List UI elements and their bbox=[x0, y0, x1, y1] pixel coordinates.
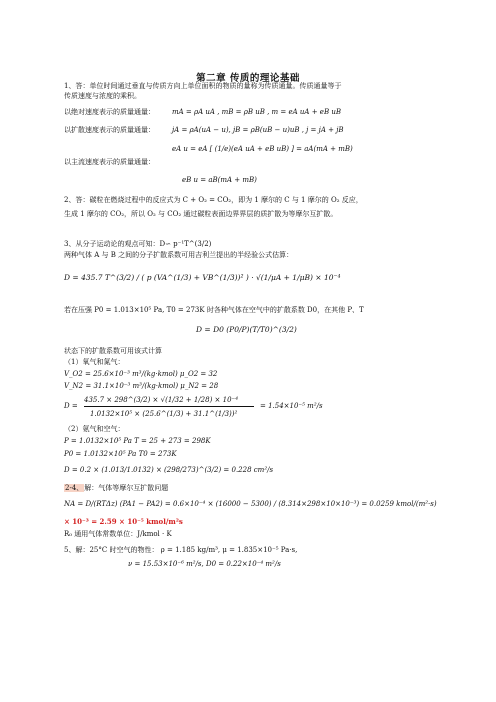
q1-abs-formula: mA = ρA uA , mB = ρB uB , m = eA uA + eB uB bbox=[172, 108, 341, 116]
q3-d-fraction-bar bbox=[84, 406, 254, 407]
q1-diff-label: 以扩散速度表示的质量通量： bbox=[64, 126, 155, 134]
q1-answer-line2: 传质速度与浓度的乘积。 bbox=[64, 92, 141, 100]
q3-d-numerator: 435.7 × 298^(3/2) × √(1/32 + 1/28) × 10⁻⁴ bbox=[84, 396, 239, 404]
q1-abs-label: 以绝对速度表示的质量通量： bbox=[64, 108, 155, 116]
q5-line2: ν = 15.53×10⁻⁶ m²/s, D0 = 0.22×10⁻⁴ m²/s bbox=[128, 560, 281, 568]
q3-sub2-title: （2）氨气和空气： bbox=[64, 425, 125, 433]
q4-text: 解：气体等摩尔互扩散问题 bbox=[84, 484, 169, 492]
q3-formula-scale: D = D0 (P0/P)(T/T0)^(3/2) bbox=[196, 325, 297, 334]
q3-cond-line: 若在压强 P0 = 1.013×10⁵ Pa, T0 = 273K 时各种气体在空气中的扩散系数 D0，在其他 P、T bbox=[64, 306, 364, 314]
q1-main-label: 以主流速度表示的质量通量： bbox=[64, 158, 155, 166]
q3-p0-line: P0 = 1.0132×10⁵ Pa T0 = 273K bbox=[64, 450, 177, 458]
q1-diff-formula: jA = ρA(uA − u), jB = ρB(uB − u)uB , j = jA + jB bbox=[172, 126, 344, 134]
q5-line1: 5、解：25°C 时空气的物性： ρ = 1.185 kg/m³, μ = 1.835×10⁻⁵ Pa·s, bbox=[64, 546, 298, 554]
q3-line1: 3、从分子运动论的观点可知：D∽ p⁻¹T^(3/2) bbox=[64, 240, 212, 248]
q4-formula: NA = D/(RTΔz) (PA1 − PA2) = 0.6×10⁻⁴ × (16000 − 5300) / (8.314×298×10×10⁻³) = 0.0259 kmol/(m²·s) bbox=[64, 500, 437, 508]
q4-label: 2-4、 bbox=[65, 484, 84, 492]
q1-main-formula1: eA u = eA [ (1/e)(eA uA + eB uB) ] = aA(mA + mB) bbox=[172, 145, 353, 153]
q1-main-formula2: eB u = aB(mA + mB) bbox=[182, 176, 257, 184]
q4-heading bbox=[64, 484, 168, 493]
q3-d-denominator: 1.0132×10⁵ × (25.6^(1/3) + 31.1^(1/3))² bbox=[90, 410, 238, 418]
q3-formula-main: D = 435.7 T^(3/2) / ( p (VA^(1/3) + VB^(1/3))² ) · √(1/μA + 1/μB) × 10⁻⁴ bbox=[64, 273, 341, 282]
q3-o2-line: V_O2 = 25.6×10⁻³ m³/(kg·kmol) μ_O2 = 32 bbox=[64, 370, 218, 378]
chapter-title: 第二章 传质的理论基础 bbox=[196, 73, 300, 84]
q1-answer-line1: 1、答：单位时间通过垂直与传质方向上单位面积的物质的量称为传质通量。传质通量等于 bbox=[64, 82, 342, 90]
q3-d2-line: D = 0.2 × (1.013/1.0132) × (298/273)^(3/2) = 0.228 cm²/s bbox=[64, 466, 274, 474]
q3-state-line: 状态下的扩散系数可用该式计算 bbox=[64, 347, 162, 355]
q4-r0-line: R₀ 通用气体常数单位：J/kmol · K bbox=[64, 530, 172, 538]
q2-line2: 生成 1 摩尔的 CO₂，所以 O₂ 与 CO₂ 通过碳粒表面边界界层的质扩散为等摩尔互扩散。 bbox=[64, 210, 338, 218]
q3-p-line: P = 1.0132×10⁵ Pa T = 25 + 273 = 298K bbox=[64, 437, 211, 445]
q3-d-result: = 1.54×10⁻⁵ m²/s bbox=[260, 402, 323, 410]
q2-line1: 2、答：碳粒在燃烧过程中的反应式为 C + O₂ = CO₂，即为 1 摩尔的 C 与 1 摩尔的 O₂ 反应， bbox=[64, 196, 363, 204]
q4-red-note: × 10⁻³ = 2.59 × 10⁻⁵ kmol/m²s bbox=[64, 517, 183, 526]
q3-sub1-title: （1）氧气和氮气： bbox=[64, 358, 125, 366]
q3-d-lhs: D = bbox=[64, 402, 78, 410]
q3-line2: 两种气体 A 与 B 之间的分子扩散系数可用吉利兰提出的半经验公式估算： bbox=[64, 251, 294, 259]
q3-n2-line: V_N2 = 31.1×10⁻³ m³/(kg·kmol) μ_N2 = 28 bbox=[64, 382, 219, 390]
